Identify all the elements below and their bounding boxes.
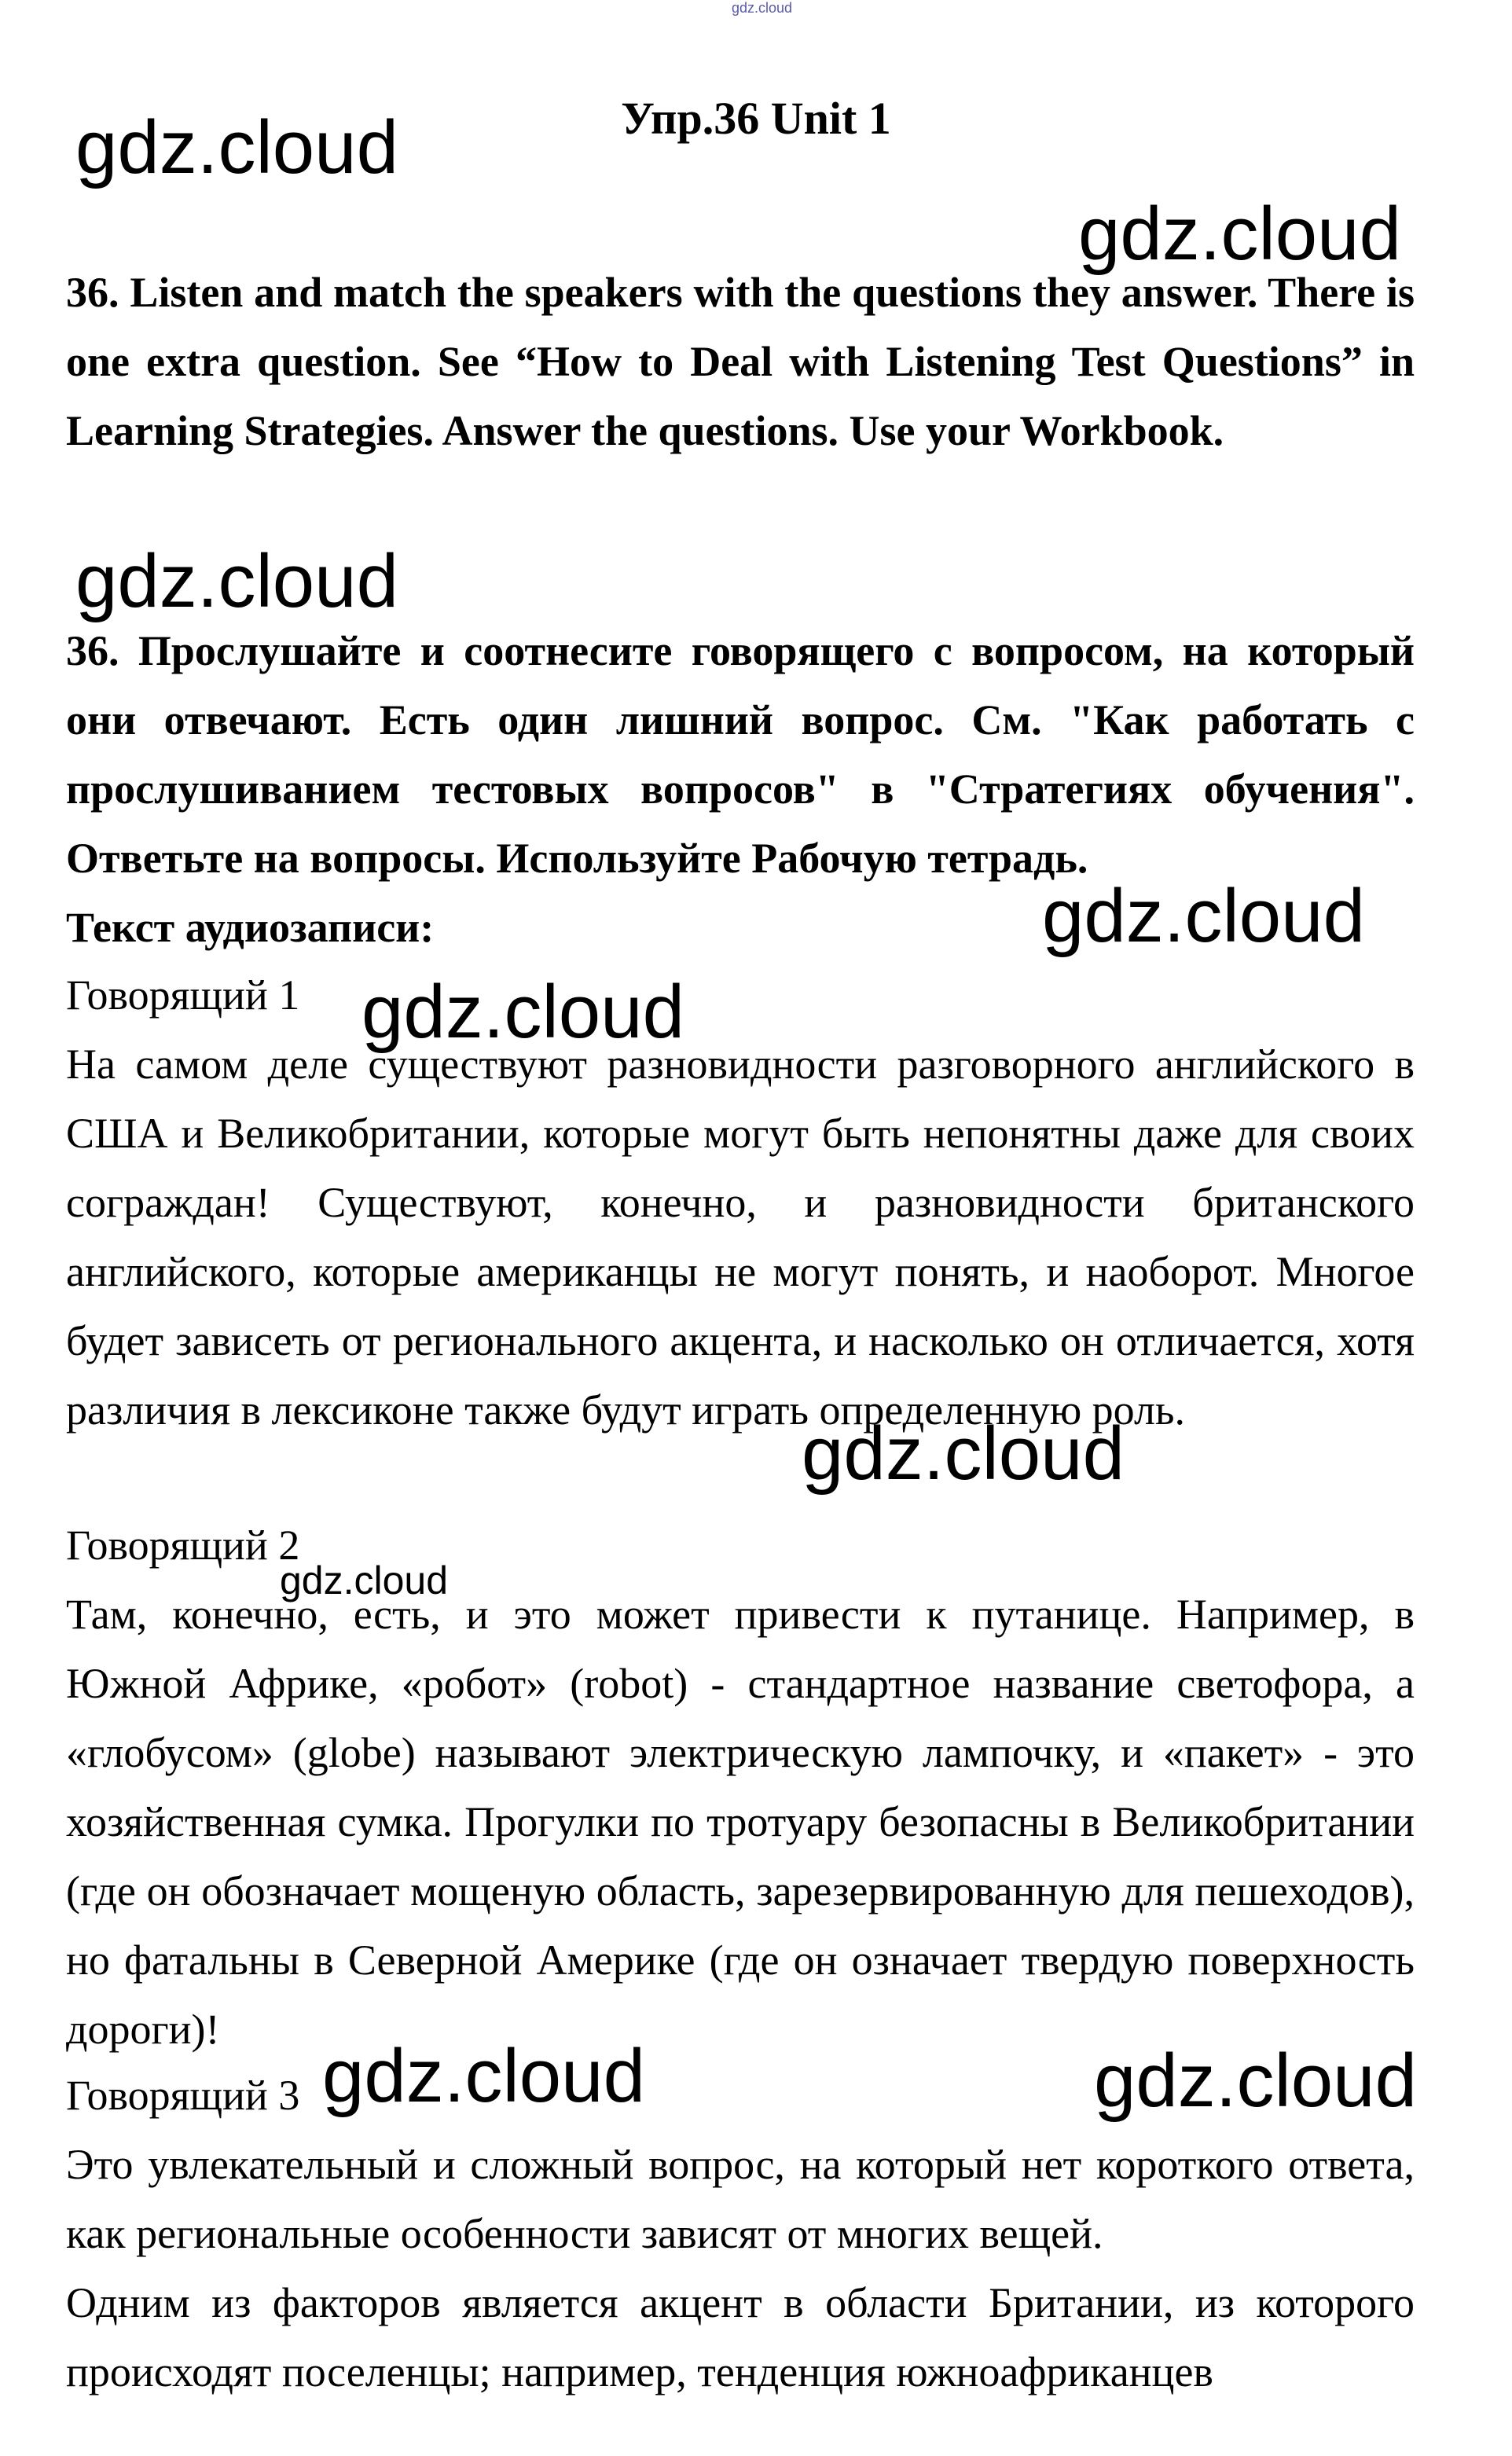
watermark-logo: gdz.cloud bbox=[361, 970, 684, 1054]
speaker-2-block bbox=[66, 1511, 1415, 2064]
watermark-logo: gdz.cloud bbox=[802, 1412, 1125, 1496]
page-title: Упр.36 Unit 1 bbox=[621, 93, 891, 144]
speaker-3-text-2: Одним из факторов является акцент в области Британии, из которого происходят поселенцы; например, тенденция южноафриканцев bbox=[66, 2279, 1415, 2395]
watermark-logo: gdz.cloud bbox=[1078, 192, 1401, 276]
watermark-top: gdz.cloud bbox=[732, 0, 793, 16]
watermark-logo: gdz.cloud bbox=[280, 1558, 449, 1602]
speaker-2-label: Говорящий 2 bbox=[66, 1522, 300, 1569]
watermark-logo: gdz.cloud bbox=[1094, 2039, 1417, 2123]
speaker-3-text: Это увлекательный и сложный вопрос, на который нет короткого ответа, как региональные особенности зависят от многих вещей. bbox=[66, 2141, 1415, 2257]
watermark-logo: gdz.cloud bbox=[1042, 874, 1365, 958]
speaker-3-label: Говорящий 3 bbox=[66, 2072, 300, 2119]
task-english bbox=[66, 258, 1415, 465]
watermark-logo: gdz.cloud bbox=[75, 539, 398, 623]
speaker-1-block bbox=[66, 960, 1415, 1445]
task-english-text: 36. Listen and match the speakers with the questions they answer. There is one extra question. See “How to Deal with Listening Test Questions” in Learning Strategies. Answer the questions. Use your Workbook. bbox=[66, 269, 1415, 454]
transcript-heading: Текст аудиозаписи: bbox=[66, 904, 435, 951]
watermark-logo: gdz.cloud bbox=[322, 2034, 645, 2118]
speaker-1-text: На самом деле существуют разновидности разговорного английского в США и Великобритании, которые могут быть непонятны даже для своих сограждан! Существуют, конечно, и разновидности британского английского, которые американцы не могут понять, и наоборот. Многое будет зависеть от регионального акцента, и насколько он отличается, хотя различия в лексиконе также будут играть определенную роль. bbox=[66, 1041, 1415, 1434]
task-russian-text: 36. Прослушайте и соотнесите говорящего с вопросом, на который они отвечают. Есть один лишний вопрос. См. "Как работать с прослушиванием тестовых вопросов" в "Стратегиях обучения". Ответьте на вопросы. Используйте Рабочую тетрадь. bbox=[66, 627, 1415, 882]
speaker-1-label: Говорящий 1 bbox=[66, 971, 300, 1019]
speaker-2-text: Там, конечно, есть, и это может привести к путанице. Например, в Южной Африке, «робот» (robot) - стандартное название светофора, а «глобусом» (globe) называют электрическую лампочку, и «пакет» - это хозяйственная сумка. Прогулки по тротуару безопасны в Великобритании (где он обозначает мощеную область, зарезервированную для пешеходов), но фатальны в Северной Америке (где он означает твердую поверхность дороги)! bbox=[66, 1591, 1415, 2053]
watermark-logo: gdz.cloud bbox=[75, 105, 398, 189]
